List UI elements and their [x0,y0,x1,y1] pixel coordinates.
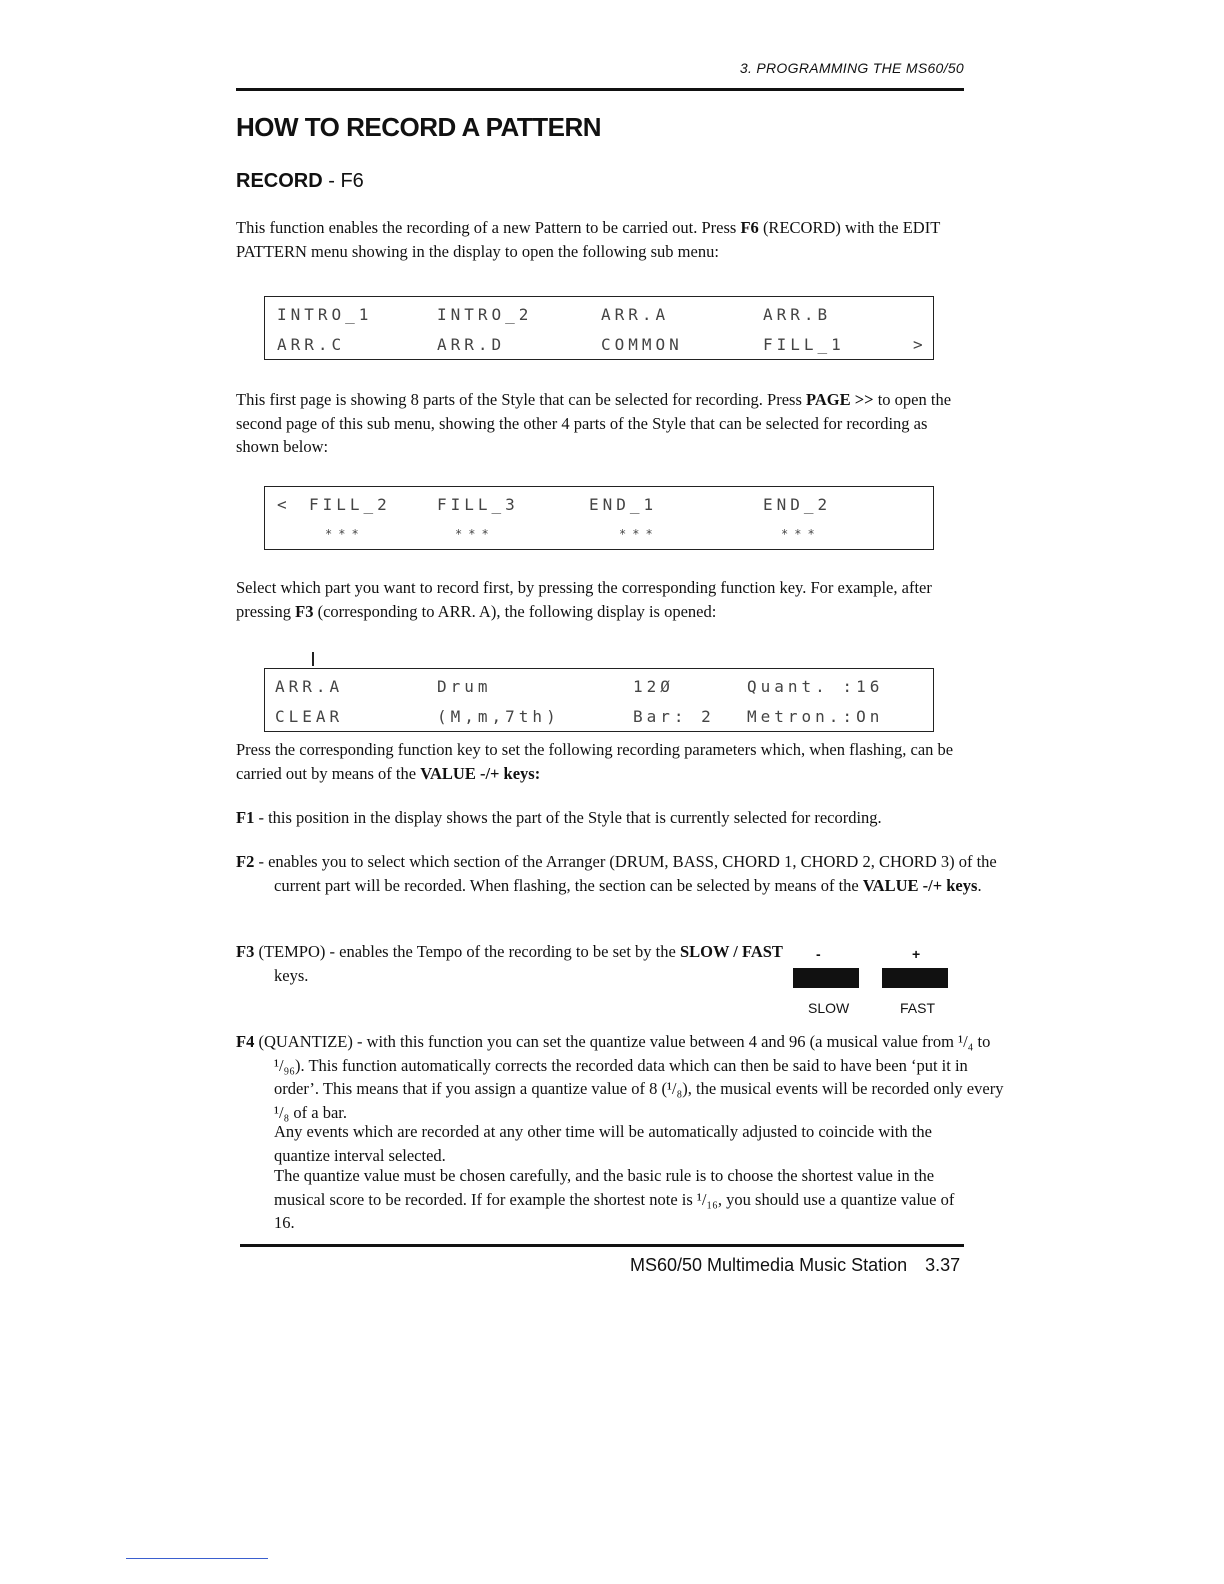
lcd-submenu-page2 [264,486,934,550]
f2-end: . [977,875,982,895]
lcd1-r2c2: ARR.D [437,335,506,354]
lcd2-r1c3: END_1 [589,495,658,514]
intro-paragraph [236,216,966,263]
intro-text: This function enables the recording of a new Pattern to be carried out. Press [236,218,741,237]
header-rule [236,88,964,91]
select-text: Select which part you want to record first, by pressing the corresponding function key. For example, after pressing [236,578,932,621]
press-key: VALUE -/+ keys: [420,763,541,783]
f3-text: (TEMPO) - enables the Tempo of the recording to be set by the [254,942,680,961]
subtitle-rest: - F6 [322,170,364,192]
slow-label: SLOW [808,1000,850,1016]
fast-key [882,968,948,988]
intro-key: F6 [740,218,759,237]
page-text: This first page is showing 8 parts of the Style that can be selected for recording. Press [236,390,807,409]
fast-label: FAST [900,1000,936,1016]
select-rest: (corresponding to ARR. A), the following display is opened: [313,601,717,621]
lcd-record-display [264,668,934,732]
lcd2-r2c1: *** [325,527,365,541]
intro-rest: (RECORD) with the EDIT PATTERN menu showing in the display to open the following sub menu: [236,218,940,261]
lcd2-r1c1: FILL_2 [309,495,391,514]
lcd1-r1c1: INTRO_1 [277,305,373,324]
select-paragraph [236,576,966,623]
minus-sign: - [816,946,821,962]
f1-text: - this position in the display shows the part of the Style that is currently selected for recording. [254,808,882,827]
slow-key [793,968,859,988]
lcd2-r2c3: *** [619,527,659,541]
page-paragraph [236,388,966,459]
footer-rule [240,1244,964,1247]
lcd1-next-arrow: > [913,335,927,354]
f4-item [236,1030,1004,1124]
lcd2-prev-arrow: < [277,495,291,514]
lcd1-r2c3: COMMON [601,335,683,354]
f2-item [236,850,1004,897]
f2-key: F2 [236,852,255,871]
f2-key2: VALUE -/+ keys [862,875,978,895]
f3-key2: SLOW / FAST [679,942,783,961]
lcd2-r2c2: *** [455,527,495,541]
select-key: F3 [295,601,314,621]
footer-title: MS60/50 Multimedia Music Station [630,1255,908,1275]
f4-key: F4 [236,1032,255,1051]
f2-text: - enables you to select which section of the Arranger (DRUM, BASS, CHORD 1, CHORD 2, CHORD 3) of the current part will be recorded. When flashing, the section can be selected by means of the [254,852,997,895]
lcd1-r1c3: ARR.A [601,305,670,324]
lcd1-r2c1: ARR.C [277,335,346,354]
lcd3-r1c1: ARR.A [275,677,344,696]
page-rest: to open the second page of this sub menu, showing the other 4 parts of the Style that can be selected for recording as shown below: [236,390,952,456]
press-text: Press the corresponding function key to set the following recording parameters which, when flashing, can be carried out by means of the [236,740,954,783]
footer [630,1255,960,1276]
plus-sign: + [912,946,921,962]
display-cursor [312,652,314,666]
f4-p3: The quantize value must be chosen carefully, and the basic rule is to choose the shortest value in the musical score to be recorded. If for example the shortest note is ¹/₁₆, you should use a quantize value of 16. [274,1166,955,1232]
lcd1-r1c2: INTRO_2 [437,305,533,324]
lcd2-r1c2: FILL_3 [437,495,519,514]
lcd3-r1c2: Drum [437,677,492,696]
f4-p1: (QUANTIZE) - with this function you can set the quantize value between 4 and 96 (a musical value from ¹/₄ to ¹/₉₆). This function automatically corrects the recorded data which can then be said to have been ‘put it in order’. This means that if you assign a quantize value of 8 (¹/₈), the musical events will be recorded only every ¹/₈ of a bar. [254,1032,1004,1122]
lcd-submenu-page1 [264,296,934,360]
lcd3-r2c3: Bar: 2 [633,707,715,726]
page-key: PAGE >> [806,390,874,409]
page-title: HOW TO RECORD A PATTERN [236,112,602,142]
lcd2-r2c4: *** [781,527,821,541]
f3-end: keys. [274,965,309,985]
lcd1-r2c4: FILL_1 [763,335,845,354]
f3-item [236,940,814,987]
page-number: 3.37 [925,1255,961,1275]
scan-artifact-line [126,1558,268,1559]
section-subtitle [236,170,364,193]
running-header: 3. PROGRAMMING THE MS60/50 [739,60,964,76]
lcd1-r1c4: ARR.B [763,305,832,324]
lcd2-r1c4: END_2 [763,495,832,514]
f3-key: F3 [236,942,255,961]
press-paragraph [236,738,966,785]
f1-key: F1 [236,808,255,827]
f1-item [236,806,966,830]
lcd3-r1c4: Quant. :16 [747,677,884,696]
f4-p2: Any events which are recorded at any other time will be automatically adjusted to coincide with the quantize interval selected. [274,1122,932,1165]
lcd3-r2c2: (M,m,7th) [437,707,560,726]
lcd3-r2c1: CLEAR [275,707,344,726]
lcd3-r1c3: 12Ø [633,677,674,696]
lcd3-r2c4: Metron.:On [747,707,884,726]
subtitle-bold: RECORD [236,170,323,192]
